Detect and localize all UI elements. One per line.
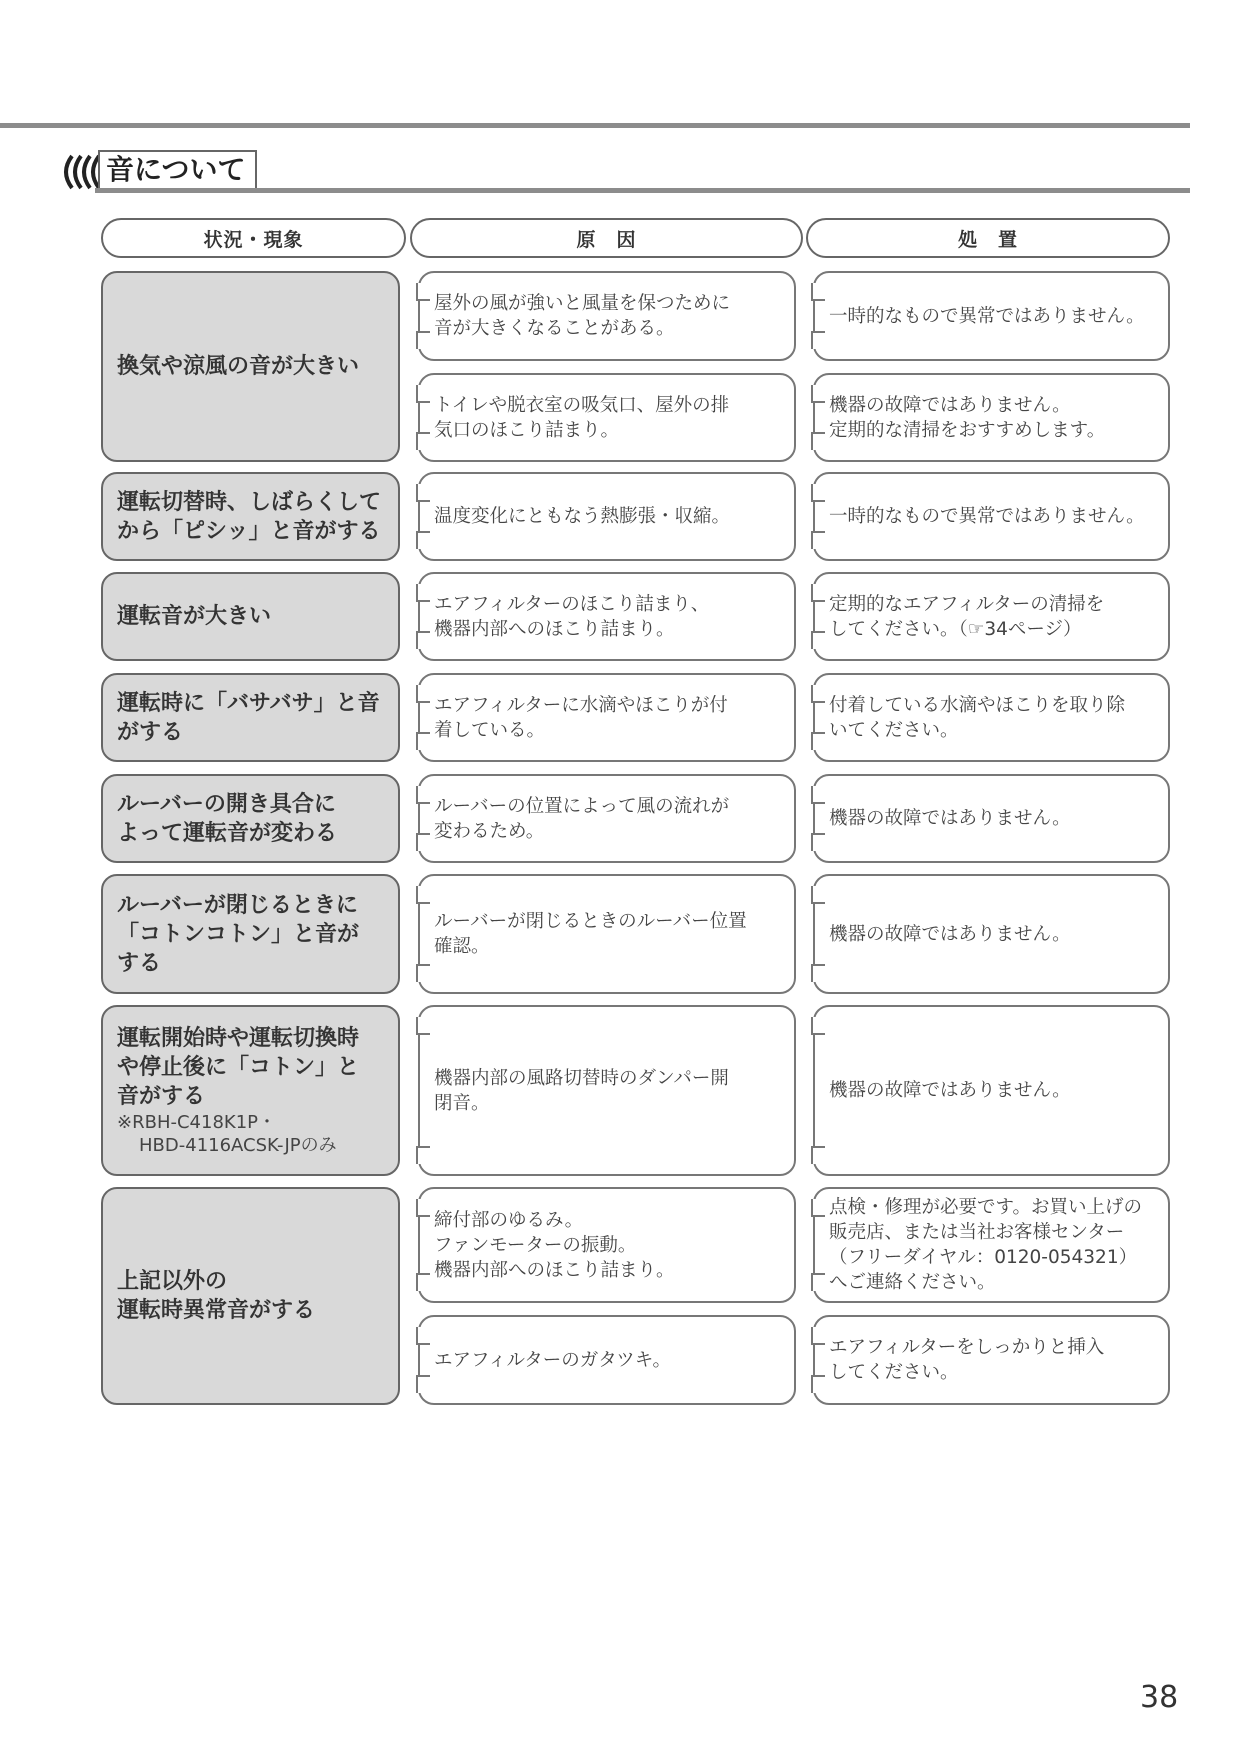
header-cause: 原 因 bbox=[410, 218, 803, 258]
cause-cell bbox=[418, 271, 796, 361]
sound-waves-icon bbox=[58, 154, 102, 190]
symptom-cell bbox=[101, 673, 400, 762]
symptom-line: 「コトンコトン」と音が bbox=[117, 921, 360, 947]
connector-notch bbox=[811, 732, 825, 750]
symptom-cell bbox=[101, 1187, 400, 1405]
connector-notch bbox=[416, 1017, 430, 1035]
action-cell bbox=[813, 1315, 1170, 1405]
action-cell bbox=[813, 874, 1170, 994]
connector-notch bbox=[811, 1273, 825, 1291]
connector-notch bbox=[416, 833, 430, 851]
cause-cell bbox=[418, 1187, 796, 1303]
connector-notch bbox=[416, 964, 430, 982]
action-line: 一時的なもので異常ではありません。 bbox=[829, 305, 1145, 327]
header-symptom: 状況・現象 bbox=[101, 218, 406, 258]
connector-notch bbox=[811, 1375, 825, 1393]
symptom-line: 運転時に「バサバサ」と音 bbox=[117, 690, 380, 716]
action-cell bbox=[813, 271, 1170, 361]
section-title: 音について bbox=[98, 150, 257, 188]
cause-line: 確認。 bbox=[434, 936, 490, 957]
cause-line: エアフィルターのガタツキ。 bbox=[434, 1349, 671, 1371]
connector-notch bbox=[416, 631, 430, 649]
action-cell bbox=[813, 373, 1170, 462]
action-cell bbox=[813, 472, 1170, 561]
cause-line: ルーバーの位置によって風の流れが bbox=[434, 795, 730, 817]
symptom-line: 運転音が大きい bbox=[117, 604, 272, 629]
cause-line: 閉音。 bbox=[434, 1092, 490, 1114]
action-cell bbox=[813, 774, 1170, 863]
action-line: 一時的なもので異常ではありません。 bbox=[829, 506, 1145, 527]
action-cell bbox=[813, 572, 1170, 661]
connector-notch bbox=[811, 283, 825, 301]
cause-cell bbox=[418, 472, 796, 561]
connector-notch bbox=[811, 631, 825, 649]
cause-line: ファンモーターの振動。 bbox=[434, 1234, 637, 1256]
action-line: 機器の故障ではありません。 bbox=[829, 808, 1071, 829]
cause-cell bbox=[418, 572, 796, 661]
connector-notch bbox=[416, 331, 430, 349]
cause-cell bbox=[418, 774, 796, 863]
connector-notch bbox=[416, 484, 430, 502]
action-line: 定期的な清掃をおすすめします。 bbox=[829, 419, 1106, 441]
symptom-line: 換気や涼風の音が大きい bbox=[117, 354, 360, 379]
connector-notch bbox=[811, 964, 825, 982]
connector-notch bbox=[811, 685, 825, 703]
connector-notch bbox=[416, 1375, 430, 1393]
cause-line: エアフィルターのほこり詰まり、 bbox=[434, 593, 710, 615]
connector-notch bbox=[416, 531, 430, 549]
action-line: 機器の故障ではありません。 bbox=[829, 394, 1071, 416]
cause-line: 締付部のゆるみ。 bbox=[434, 1209, 584, 1231]
cause-line: 気口のほこり詰まり。 bbox=[434, 419, 620, 441]
action-line: エアフィルターをしっかりと挿入 bbox=[829, 1337, 1105, 1358]
action-cell bbox=[813, 673, 1170, 762]
connector-notch bbox=[416, 283, 430, 301]
action-line: 定期的なエアフィルターの清掃を bbox=[829, 593, 1105, 615]
connector-notch bbox=[811, 531, 825, 549]
cause-cell bbox=[418, 1315, 796, 1405]
cause-line: 屋外の風が強いと風量を保つために bbox=[434, 293, 731, 314]
connector-notch bbox=[416, 432, 430, 450]
connector-notch bbox=[811, 432, 825, 450]
cause-line: 機器内部へのほこり詰まり。 bbox=[434, 1259, 675, 1281]
cause-line: 温度変化にともなう熱膨張・収縮。 bbox=[434, 506, 731, 527]
action-cell bbox=[813, 1005, 1170, 1176]
page-number: 38 bbox=[1140, 1680, 1179, 1715]
cause-line: 機器内部の風路切替時のダンパー開 bbox=[434, 1067, 729, 1089]
connector-notch bbox=[416, 685, 430, 703]
action-line: 機器の故障ではありません。 bbox=[829, 1080, 1071, 1101]
top-rule bbox=[0, 123, 1190, 128]
symptom-line: から「ピシッ」と音がする bbox=[117, 518, 381, 544]
symptom-line: よって運転音が変わる bbox=[117, 820, 338, 846]
symptom-line: や停止後に「コトン」と bbox=[117, 1055, 360, 1080]
cause-line: 着している。 bbox=[434, 719, 546, 741]
symptom-cell bbox=[101, 572, 400, 661]
connector-notch bbox=[416, 1199, 430, 1217]
symptom-line: ルーバーが閉じるときに bbox=[117, 892, 358, 918]
cause-line: トイレや脱衣室の吸気口、屋外の排 bbox=[434, 394, 730, 416]
connector-notch bbox=[811, 786, 825, 804]
symptom-note-line: ※RBH-C418K1P・ bbox=[117, 1112, 277, 1133]
connector-notch bbox=[811, 385, 825, 403]
cause-line: エアフィルターに水滴やほこりが付 bbox=[434, 694, 728, 716]
connector-notch bbox=[416, 1146, 430, 1164]
connector-notch bbox=[811, 833, 825, 851]
symptom-line: がする bbox=[117, 719, 184, 745]
action-cell bbox=[813, 1187, 1170, 1303]
symptom-line: 運転開始時や運転切換時 bbox=[117, 1026, 360, 1051]
action-line: 販売店、または当社お客様センター bbox=[829, 1222, 1125, 1243]
symptom-line: 上記以外の bbox=[117, 1269, 228, 1294]
cause-cell bbox=[418, 1005, 796, 1176]
symptom-note-line: HBD-4116ACSK-JPのみ bbox=[139, 1135, 337, 1156]
symptom-cell bbox=[101, 774, 400, 863]
connector-notch bbox=[416, 886, 430, 904]
connector-notch bbox=[811, 331, 825, 349]
action-line: 付着している水滴やほこりを取り除 bbox=[829, 694, 1126, 716]
symptom-line: 音がする bbox=[117, 1084, 206, 1109]
header-action: 処 置 bbox=[806, 218, 1170, 258]
connector-notch bbox=[416, 1327, 430, 1345]
cause-cell bbox=[418, 373, 796, 462]
symptom-line: 運転時異常音がする bbox=[117, 1298, 316, 1323]
symptom-line: 運転切替時、しばらくして bbox=[117, 489, 382, 515]
symptom-cell bbox=[101, 472, 400, 561]
cause-line: 音が大きくなることがある。 bbox=[434, 318, 675, 339]
action-line: してください。 bbox=[829, 1362, 959, 1383]
action-line: いてください。 bbox=[829, 719, 959, 741]
connector-notch bbox=[811, 584, 825, 602]
connector-notch bbox=[416, 786, 430, 804]
action-line: （フリーダイヤル：0120-054321） bbox=[829, 1247, 1138, 1268]
action-line: 点検・修理が必要です。お買い上げの bbox=[829, 1197, 1143, 1218]
connector-notch bbox=[416, 385, 430, 403]
connector-notch bbox=[416, 1273, 430, 1291]
connector-notch bbox=[811, 1199, 825, 1217]
symptom-cell bbox=[101, 874, 400, 994]
cause-line: ルーバーが閉じるときのルーバー位置 bbox=[434, 911, 747, 932]
action-line: してください。（☞34ページ） bbox=[829, 618, 1082, 640]
symptom-cell bbox=[101, 1005, 400, 1176]
cause-cell bbox=[418, 673, 796, 762]
connector-notch bbox=[811, 484, 825, 502]
cause-line: 機器内部へのほこり詰まり。 bbox=[434, 618, 675, 640]
symptom-note bbox=[117, 1111, 386, 1157]
cause-line: 変わるため。 bbox=[434, 820, 545, 842]
cause-cell bbox=[418, 874, 796, 994]
action-line: 機器の故障ではありません。 bbox=[829, 923, 1071, 945]
symptom-line: ルーバーの開き具合に bbox=[117, 791, 336, 817]
section-rule bbox=[95, 188, 1190, 193]
connector-notch bbox=[416, 584, 430, 602]
connector-notch bbox=[811, 1327, 825, 1345]
symptom-line: する bbox=[117, 950, 162, 976]
action-line: へご連絡ください。 bbox=[829, 1272, 996, 1293]
connector-notch bbox=[416, 732, 430, 750]
connector-notch bbox=[811, 886, 825, 904]
connector-notch bbox=[811, 1146, 825, 1164]
symptom-cell bbox=[101, 271, 400, 462]
connector-notch bbox=[811, 1017, 825, 1035]
